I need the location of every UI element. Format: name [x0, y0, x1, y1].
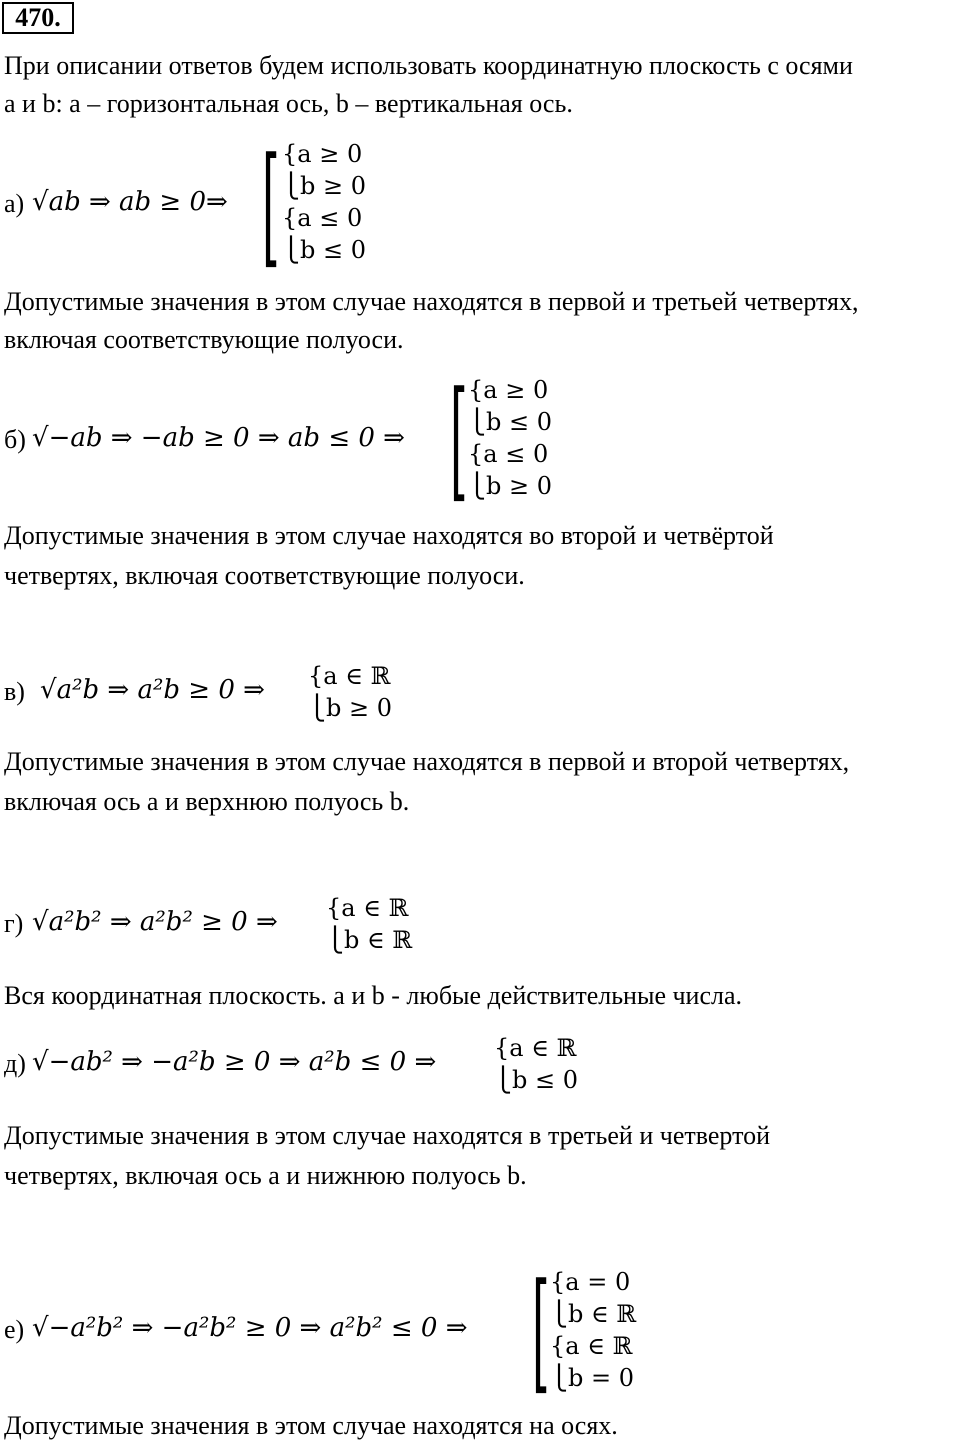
system-line: ⎩b ≥ 0 — [468, 472, 552, 500]
part-e-bracket: [ — [532, 1255, 550, 1407]
part-a-label: а) — [4, 189, 25, 218]
part-v-label: в) — [4, 677, 25, 706]
part-g-expression: √a²b² ⇒ a²b² ≥ 0 ⇒ — [32, 907, 278, 937]
part-g-label: г) — [4, 909, 24, 938]
part-a-answer-1: Допустимые значения в этом случае находятся в первой и третьей четвертях, — [4, 287, 859, 316]
part-v-answer-1: Допустимые значения в этом случае находятся в первой и второй четвертях, — [4, 747, 850, 776]
intro-line-1: При описании ответов будем использовать координатную плоскость с осями — [4, 51, 853, 80]
system-line: ⎩b ≤ 0 — [494, 1066, 578, 1094]
system-line: {a ∈ ℝ — [308, 662, 391, 690]
part-v-system — [308, 660, 392, 724]
system-line: ⎩b ∈ ℝ — [326, 926, 413, 954]
part-g-system — [326, 892, 412, 956]
system-line: {a ∈ ℝ — [326, 894, 409, 922]
part-e-answer-1: Допустимые значения в этом случае находятся на осях. — [4, 1411, 618, 1440]
system-line: ⎩b ≤ 0 — [282, 236, 366, 264]
part-d-expression: √−ab² ⇒ −a²b ≥ 0 ⇒ a²b ≤ 0 ⇒ — [32, 1047, 437, 1077]
part-a-bracket: [ — [262, 129, 280, 281]
part-v-expression: √a²b ⇒ a²b ≥ 0 ⇒ — [40, 675, 265, 705]
system-line: ⎩b = 0 — [550, 1364, 634, 1392]
system-line: {a = 0 — [550, 1268, 631, 1296]
part-a-system — [282, 138, 366, 266]
system-line: ⎩b ≥ 0 — [282, 172, 366, 200]
part-b-system — [468, 374, 552, 502]
part-e-label: е) — [4, 1315, 25, 1344]
system-line: {a ≤ 0 — [282, 204, 363, 232]
part-d-answer-1: Допустимые значения в этом случае находятся в третьей и четвертой — [4, 1121, 770, 1150]
part-b-expression: √−ab ⇒ −ab ≥ 0 ⇒ ab ≤ 0 ⇒ — [32, 423, 405, 453]
system-line: {a ≥ 0 — [468, 376, 549, 404]
system-line: ⎩b ≤ 0 — [468, 408, 552, 436]
system-line: {a ≥ 0 — [282, 140, 363, 168]
intro-line-2: a и b: a – горизонтальная ось, b – вертикальная ось. — [4, 89, 573, 118]
part-b-label: б) — [4, 425, 26, 454]
part-b-answer-2: четвертях, включая соответствующие полуоси. — [4, 561, 525, 590]
part-v-answer-2: включая ось a и верхнюю полуось b. — [4, 787, 410, 816]
system-line: {a ≤ 0 — [468, 440, 549, 468]
part-a-expression: √ab ⇒ ab ≥ 0⇒ — [32, 187, 228, 217]
system-line: ⎩b ≥ 0 — [308, 694, 392, 722]
part-e-expression: √−a²b² ⇒ −a²b² ≥ 0 ⇒ a²b² ≤ 0 ⇒ — [32, 1313, 468, 1343]
part-e-system — [550, 1266, 636, 1394]
part-a-answer-2: включая соответствующие полуоси. — [4, 325, 404, 354]
problem-number: 470. — [2, 2, 74, 34]
part-g-answer-1: Вся координатная плоскость. a и b - любые действительные числа. — [4, 981, 743, 1010]
system-line: ⎩b ∈ ℝ — [550, 1300, 637, 1328]
part-b-answer-1: Допустимые значения в этом случае находятся во второй и четвёртой — [4, 521, 774, 550]
system-line: {a ∈ ℝ — [494, 1034, 577, 1062]
system-line: {a ∈ ℝ — [550, 1332, 633, 1360]
part-d-label: д) — [4, 1049, 26, 1078]
part-b-bracket: [ — [450, 363, 468, 515]
part-d-answer-2: четвертях, включая ось a и нижнюю полуось b. — [4, 1161, 527, 1190]
part-d-system — [494, 1032, 578, 1096]
